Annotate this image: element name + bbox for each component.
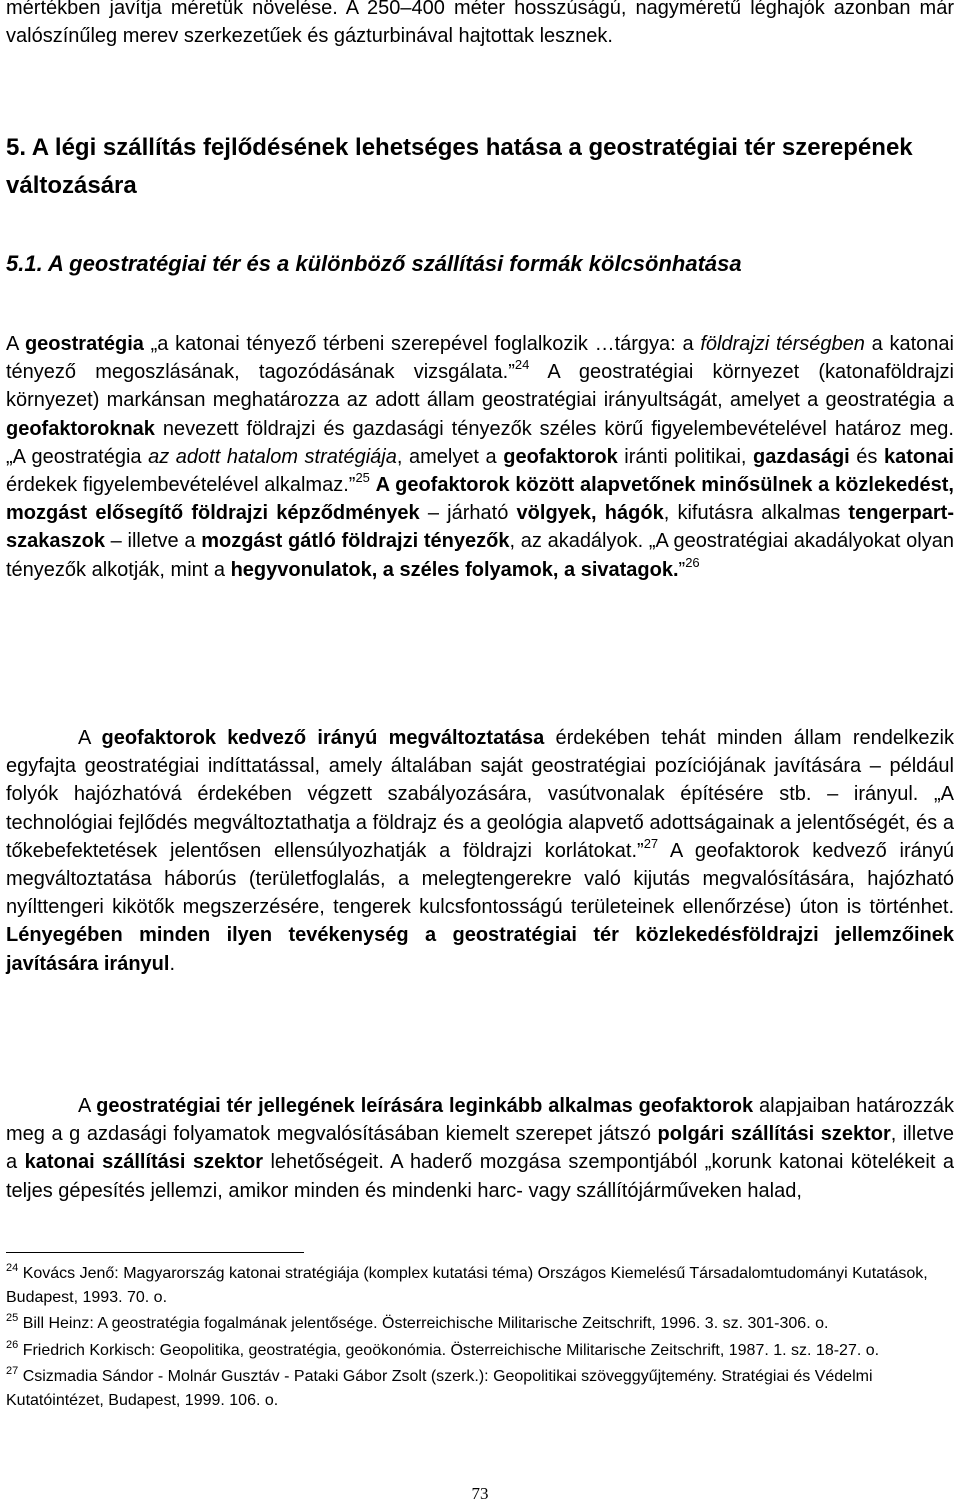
section-heading: 5. A légi szállítás fejlődésének lehetséges hatása a geostratégiai tér szerepének változására bbox=[6, 134, 913, 199]
paragraph-transport-sector bbox=[6, 1092, 954, 1205]
text-run: „a katonai tényező térbeni szerepével foglalkozik …tárgya: a bbox=[143, 333, 701, 355]
footnote-number: 25 bbox=[6, 1312, 19, 1325]
footnote-number: 26 bbox=[6, 1338, 19, 1351]
footnote-ref[interactable]: 26 bbox=[685, 554, 700, 570]
footnote-text: Csizmadia Sándor - Molnár Gusztáv - Pataki Gábor Zsolt (szerk.): Geopolitikai szöveggyűjtemény. Stratégiai és Védelmi Kutatóintézet, Budapest, 1999. 106. o. bbox=[6, 1368, 873, 1409]
text-run: A geostratégiai környezet (katonaföldrajzi környezet) markánsan meghatározza az adott állam geostratégiai irányultságát, amelyet a geostratégia a bbox=[6, 361, 955, 412]
bold-run: geofaktorok bbox=[503, 445, 618, 468]
text-run: alapjaiban határozzák meg a g azdasági folyamatok megvalósításában kiemelt szerepet játszó bbox=[6, 1095, 955, 1146]
bold-run: geofaktoroknak bbox=[6, 417, 155, 440]
text-run: A geofaktorok kedvező irányú megváltoztatása háborús (területfoglalás, a melegtengerekre való kijutás megvalósítására, hajózható nyílttengeri kikötők megszerzésére, tengerek kulcsfontosságú területeinek ellenőrzése) úton is történhet. bbox=[6, 839, 954, 919]
text-run: a katonai tényező megoszlásának, tagozódásának vizsgálata.” bbox=[6, 333, 954, 384]
footnote-27 bbox=[6, 1365, 954, 1412]
footnote-text: Bill Heinz: A geostratégia fogalmának jelentősége. Österreichische Militarische Zeitschrift, 1996. 3. sz. 301-306. o. bbox=[18, 1315, 829, 1333]
footnote-24 bbox=[6, 1262, 954, 1309]
footnote-ref[interactable]: 24 bbox=[514, 357, 530, 373]
text-run: érdekek figyelembevételével alkalmaz.” bbox=[6, 474, 356, 497]
bold-run: geostratégia bbox=[24, 333, 144, 355]
intro-paragraph: mértékben javítja méretük növelése. A 250–400 méter hosszúságú, nagyméretű léghajók azonban már valószínűleg merev szerkezetűek és gázturbinával hajtottak lesznek. bbox=[6, 0, 954, 48]
text-run: . bbox=[169, 952, 175, 975]
bold-run: gazdasági bbox=[753, 445, 850, 468]
footnote-26 bbox=[6, 1339, 954, 1363]
footnote-number: 27 bbox=[6, 1365, 19, 1378]
text-run: érdekében tehát minden állam rendelkezik egyfajta geostratégiai indíttatással, amely általában saját geostratégiai pozíciójának javítására – például folyók hajózhatóvá érdekében végzett szabályozására, vasútvonalak építésére stb. – irányul. „A technológiai fejlődés megváltoztathatja a földrajz és a geológia alapvető adottságainak a jelentőségét, és a tőkebefektetések jelentősen ellensúlyozhatják a földrajzi korlátokat.” bbox=[6, 727, 954, 862]
text-run: iránti politikai, bbox=[617, 445, 754, 468]
text-run: lehetőségeit. A haderő mozgása szempontjából „korunk katonai kötelékeit a teljes gépesítés jellemzi, amikor minden és mindenki harc- vagy szállítójárműveken halad, bbox=[6, 1151, 955, 1202]
page-number: 73 bbox=[471, 1484, 489, 1503]
bold-run: katonai bbox=[883, 445, 954, 468]
subsection-heading: 5.1. A geostratégiai tér és a különböző szállítási formák kölcsönhatása bbox=[6, 251, 742, 276]
text-run: , amelyet a bbox=[396, 445, 504, 468]
paragraph-geostrategy bbox=[6, 330, 954, 584]
footnote-separator bbox=[6, 1252, 304, 1253]
bold-run: völgyek, hágók bbox=[516, 502, 664, 525]
footnote-text: Kovács Jenő: Magyarország katonai stratégiája (komplex kutatási téma) Országos Kiemelésű Társadalomtudományi Kutatások, Budapest, 1993. 70. o. bbox=[6, 1265, 928, 1306]
text-run: A bbox=[78, 727, 102, 749]
text-run: – illetve a bbox=[104, 530, 202, 553]
bold-run: Lényegében minden ilyen tevékenység a geostratégiai tér közlekedésföldrajzi jellemzőinek javítására irányul bbox=[6, 924, 954, 975]
italic-run: földrajzi térségben bbox=[700, 333, 865, 355]
text-run: , az akadályok. „A geostratégiai akadályokat olyan tényezők alkotják, mint a bbox=[6, 530, 954, 581]
footnote-number: 24 bbox=[6, 1262, 19, 1274]
footnote-ref[interactable]: 27 bbox=[643, 835, 659, 851]
footnote-text: Friedrich Korkisch: Geopolitika, geostratégia, geoökonómia. Österreichische Militarische Zeitschrift, 1987. 1. sz. 18-27. o. bbox=[18, 1341, 880, 1359]
text-run: A bbox=[78, 1095, 97, 1117]
footnote-ref[interactable]: 25 bbox=[355, 470, 370, 486]
text-run: – járható bbox=[419, 502, 517, 525]
text-run: A bbox=[6, 333, 25, 355]
bold-run: tengerpart-szakaszok bbox=[6, 502, 954, 553]
text-run: , illetve a bbox=[6, 1123, 954, 1174]
italic-run: az adott hatalom stratégiája bbox=[148, 445, 397, 468]
bold-run: mozgást gátló földrajzi tényezők bbox=[201, 530, 510, 553]
text-run: és bbox=[849, 445, 884, 468]
bold-run: hegyvonulatok, a széles folyamok, a sivatagok. bbox=[230, 558, 679, 581]
footnote-25 bbox=[6, 1312, 954, 1336]
text-run: ” bbox=[678, 558, 686, 581]
bold-run: A geofaktorok között alapvetőnek minősülnek a közlekedést, mozgást elősegítő földrajzi képződmények bbox=[6, 474, 954, 525]
bold-run: katonai szállítási szektor bbox=[24, 1151, 263, 1174]
text-run: nevezett földrajzi és gazdasági tényezők széles körű figyelembevételével határoz meg. „A geostratégia bbox=[6, 417, 954, 468]
bold-run: polgári szállítási szektor bbox=[657, 1123, 891, 1146]
bold-run: geofaktorok kedvező irányú megváltoztatása bbox=[101, 727, 545, 749]
footnotes bbox=[6, 1262, 954, 1416]
paragraph-geofactors bbox=[6, 724, 954, 978]
text-run: , kifutásra alkalmas bbox=[663, 502, 849, 525]
bold-run: geostratégiai tér jellegének leírására leginkább alkalmas geofaktorok bbox=[96, 1095, 754, 1117]
